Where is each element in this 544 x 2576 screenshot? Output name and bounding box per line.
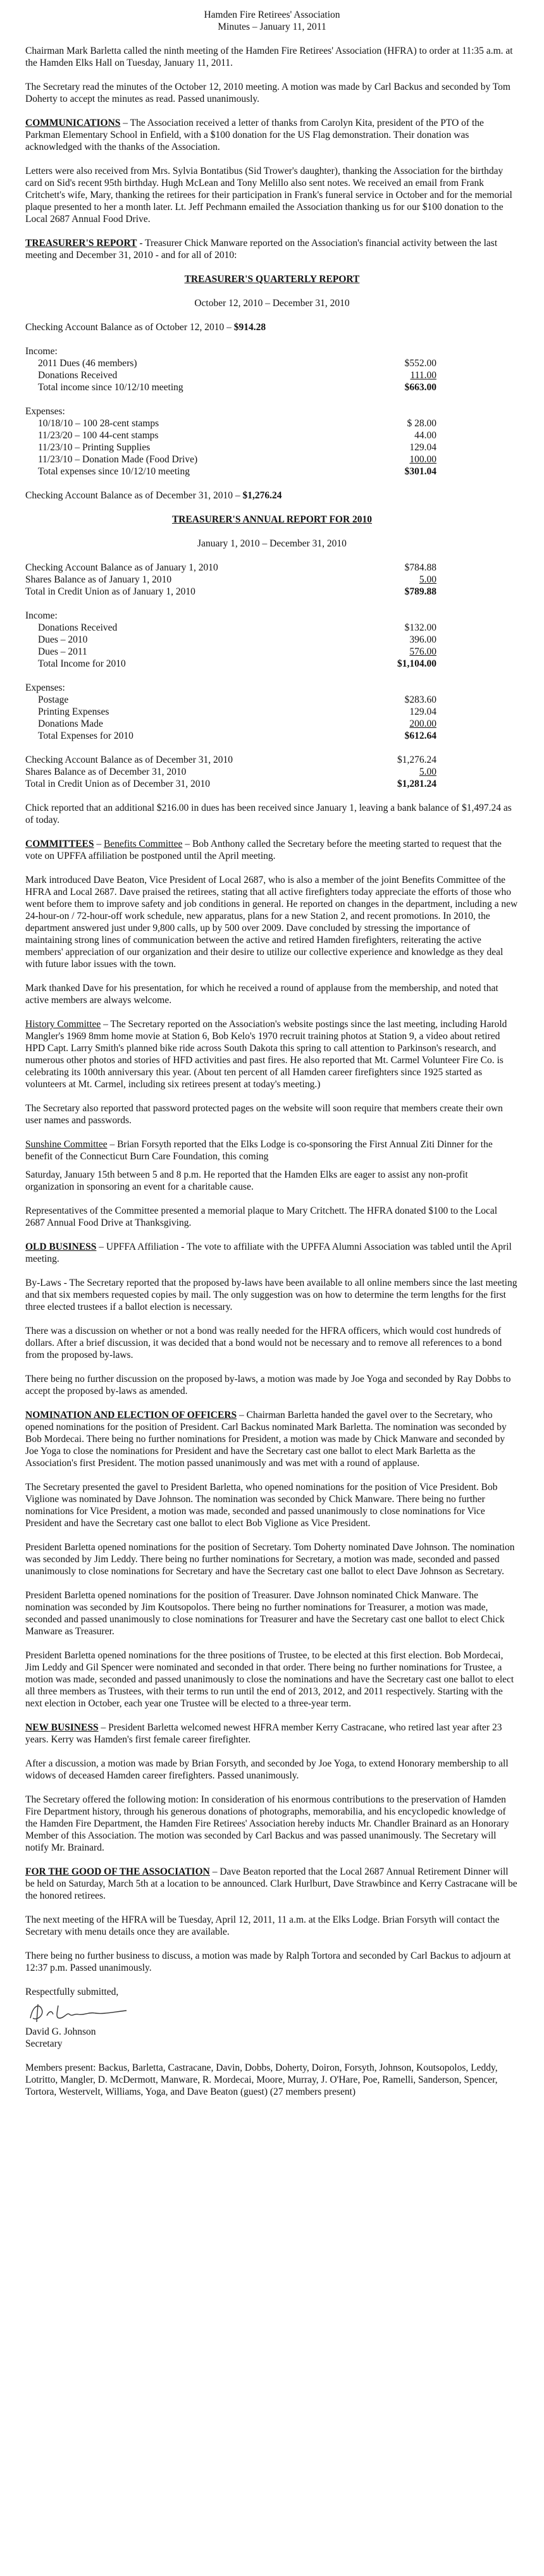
trustee-paragraph: President Barletta opened nominations for the three positions of Trustee, to be elected at this first election. Bob Mordecai, Jim Leddy and Gil Spencer were nominated and seconded in that order. There being no further nominations for Trustee, a motion was made, seconded and passed unanimously to close the nominations and have the Secretary cast one ballot to elect all three members as Trustees, with their terms to run until the end of 2013, 2012, and 2011 respectively. Starting with the next election in October, each year one Trustee will be elected to a three-year term. [25, 1650, 514, 1709]
old-business-text: – UPFFA Affiliation - The vote to affiliate with the UPFFA Alumni Association was tabled until the April meeting. [25, 1242, 512, 1264]
row-label: Donations Made [38, 718, 103, 729]
sunshine-paragraph [25, 1138, 519, 1162]
benefits-committee-text: – Bob Anthony called the Secretary before the meeting started to request that the vote on UPFFA affiliation be postponed until the April meeting. [25, 839, 502, 861]
row-label: Total in Credit Union as of January 1, 2010 [25, 586, 195, 597]
table-row [25, 754, 436, 766]
bylaws-motion-paragraph: There being no further discussion on the proposed by-laws, a motion was made by Joe Yoga and seconded by Ray Dobbs to accept the proposed by-laws as amended. [25, 1374, 511, 1396]
row-label: Shares Balance as of January 1, 2010 [25, 574, 172, 585]
quarterly-report-period: October 12, 2010 – December 31, 2010 [194, 298, 350, 309]
communications-text: – The Association received a letter of thanks from Carolyn Kita, president of the PTO of the Parkman Elementary School in Enfield, with a $100 donation for the US Flag demonstration. Their donation was acknowledged with the thanks of the Association. [25, 118, 484, 152]
sunshine-committee-label: Sunshine Committee [25, 1139, 108, 1150]
annual-report-title: TREASURER'S ANNUAL REPORT FOR 2010 [171, 514, 373, 525]
website-paragraph: The Secretary also reported that password protected pages on the website will soon require that members create their own user names and passwords. [25, 1103, 503, 1126]
row-value: 5.00 [419, 574, 436, 585]
row-label: Total income since 10/12/10 meeting [38, 382, 183, 393]
org-title: Hamden Fire Retirees' Association [204, 9, 340, 20]
secretary-name: David G. Johnson [25, 2026, 96, 2037]
treasurer-intro: - Treasurer Chick Manware reported on the Association's financial activity between the last meeting and December 31, 2010 - and for all of 2010: [25, 238, 498, 261]
row-label: Total Income for 2010 [38, 658, 126, 669]
annual-income-label: Income: [25, 610, 58, 621]
quarterly-report-title: TREASURER'S QUARTERLY REPORT [184, 274, 360, 285]
row-label: 10/18/10 – 100 28-cent stamps [38, 418, 159, 429]
beaton-paragraph: Mark introduced Dave Beaton, Vice President of Local 2687, who is also a member of the joint Benefits Committee of the HFRA and Local 2687. Dave praised the retirees, stating that all active firefighters today appreciate the efforts of those who went before them to improve safety and job conditions in general. He reported on changes in the department, including a new 24-hour-on / 72-hour-off work schedule, new apparatus, plans for a new Station 2, and recent promotions. In 2010, the department answered just under 9,800 calls, up by 500 over 2009. Dave concluded by stressing the importance of maintaining strong lines of communication between the active and retired Hamden firefighters, reiterating the active members' appreciation of our organization and their desire to utilize our collective experience and knowledge as they deal with future labor issues with the town. [25, 875, 518, 970]
table-row [25, 766, 436, 778]
table-row [25, 586, 436, 598]
history-paragraph [25, 1018, 519, 1090]
row-value: $ 28.00 [407, 418, 436, 429]
communications-heading: COMMUNICATIONS [25, 118, 121, 128]
row-label: Donations Received [38, 370, 118, 381]
row-label: Total Expenses for 2010 [38, 730, 133, 741]
row-label: Dues – 2011 [38, 646, 87, 657]
row-label: 2011 Dues (46 members) [38, 358, 137, 369]
quarterly-income-table [38, 357, 436, 393]
table-row [25, 562, 436, 574]
adjourn-paragraph: There being no further business to discuss, a motion was made by Ralph Tortora and seconded by Carl Backus to adjourn at 12:37 p.m. Passed unanimously. [25, 1950, 511, 1973]
row-value: $1,104.00 [397, 658, 436, 669]
closing-regards: Respectfully submitted, [25, 1987, 119, 1997]
plaque-paragraph: Representatives of the Committee presented a memorial plaque to Mary Critchett. The HFRA donated $100 to the Local 2687 Annual Food Drive at Thanksgiving. [25, 1205, 498, 1228]
table-row [25, 778, 436, 790]
row-value: $132.00 [404, 622, 436, 633]
row-value: 5.00 [419, 767, 436, 777]
table-row [25, 574, 436, 586]
row-label: Total expenses since 10/12/10 meeting [38, 466, 190, 477]
secretary-paragraph: President Barletta opened nominations for the position of Secretary. Tom Doherty nominated Dave Johnson. The nomination was seconded by Jim Leddy. There being no further nominations for Secretary, a motion was made, seconded and passed unanimously to close nominations for Secretary and have the Secretary cast one ballot to elect Dave Johnson as Secretary. [25, 1542, 515, 1577]
row-label: Total in Credit Union as of December 31, 2010 [25, 779, 211, 789]
quarterly-closing-balance [25, 490, 519, 502]
table-row [38, 441, 436, 453]
new-business-heading: NEW BUSINESS [25, 1722, 99, 1733]
history-committee-text: – The Secretary reported on the Association's website postings since the last meeting, including Harold Mangler's 1969 8mm home movie at Station 6, Bob Kelo's 1970 recruit training photos at Station 9, a video about retired HPD Capt. Larry Smith's planned bike ride across South Dakota this spring to call attention to Parkinson's research, and numerous other photos and stories of HFD activities and past fires. He also reported that Mt. Carmel Volunteer Fire Co. is celebrating its 100th anniversary this year. (About ten percent of all Hamden career firefighters since 1925 started as volunteers at Mt. Carmel, including six retirees present at today's meeting.) [25, 1019, 507, 1090]
bond-paragraph: There was a discussion on whether or not a bond was really needed for the HFRA officers, which would cost hundreds of dollars. After a brief discussion, it was decided that a bond would not be necessary and to remove all references to a bond from the proposed by-laws. [25, 1326, 502, 1360]
history-committee-label: History Committee [25, 1019, 101, 1030]
table-row [38, 417, 436, 429]
table-row [38, 357, 436, 369]
bylaws-paragraph: By-Laws - The Secretary reported that the proposed by-laws have been available to all online members since the last meeting and that six members requested copies by mail. The only suggestion was on how to determine the term lengths for the first three elected trustees if a ballot election is necessary. [25, 1278, 517, 1312]
table-row [38, 622, 436, 634]
table-row [38, 658, 436, 670]
row-label: Shares Balance as of December 31, 2010 [25, 767, 187, 777]
table-row [38, 694, 436, 706]
row-value: 100.00 [409, 454, 436, 465]
table-row [38, 453, 436, 465]
next-meeting-paragraph: The next meeting of the HFRA will be Tuesday, April 12, 2011, 11 a.m. at the Elks Lodge. Brian Forsyth will contact the Secretary with menu details once they are available. [25, 1914, 500, 1937]
committees-heading: COMMITTEES [25, 839, 94, 849]
applause-paragraph: Mark thanked Dave for his presentation, for which he received a round of applause from the membership, and noted that active members are always welcome. [25, 983, 498, 1006]
row-value: $301.04 [404, 466, 436, 477]
row-value: $663.00 [404, 382, 436, 393]
annual-expenses-table [38, 694, 436, 742]
table-row [38, 718, 436, 730]
table-row [38, 369, 436, 381]
treasurer-election-paragraph: President Barletta opened nominations for the position of Treasurer. Dave Johnson nominated Chick Manware. The nomination was seconded by Jim Koutsopolos. There being no further nominations for Treasurer, a motion was made, seconded and passed unanimously to close nominations for Treasurer and have the Secretary cast one ballot to elect Chick Manware as Treasurer. [25, 1590, 505, 1637]
quarterly-income-label: Income: [25, 346, 58, 357]
table-row [38, 381, 436, 393]
row-value: $789.88 [404, 586, 436, 597]
benefits-committee-label: Benefits Committee [104, 839, 183, 849]
nominations-paragraph [25, 1409, 519, 1469]
letters-paragraph: Letters were also received from Mrs. Sylvia Bontatibus (Sid Trower's daughter), thanking the Association for the birthday card on Sid's recent 95th birthday. Hugh McLean and Tony Melillo also sent notes. We received an email from Frank Critchett's wife, Mary, thanking the retirees for their participation in Frank's funeral service in October and for the memorial plaque presented to her a month later. Lt. Jeff Pechmann emailed the Association thanking us for our $100 donation to the Local 2687 Annual Food Drive. [25, 166, 512, 225]
committees-paragraph: COMMITTEES – Benefits Committee – Bob Anthony called the Secretary before the meeting started to request that the vote on UPFFA affiliation be postponed until the April meeting. [25, 839, 502, 861]
nominations-text: – Chairman Barletta handed the gavel over to the Secretary, who opened nominations for the position of President. Carl Backus nominated Mark Barletta. The nomination was seconded by Bob Mordecai. There being no further nominations for President, a motion was made by Chick Manware and seconded by Joe Yoga to close the nominations for President and have the Secretary cast one ballot to elect Mark Barletta as the Association's first President. The motion passed unanimously and was met with a round of applause. [25, 1410, 507, 1469]
annual-report-period: January 1, 2010 – December 31, 2010 [197, 538, 347, 549]
intro-paragraph: Chairman Mark Barletta called the ninth meeting of the Hamden Fire Retirees' Association (HFRA) to order at 11:35 a.m. at the Hamden Elks Hall on Tuesday, January 11, 2011. [25, 46, 513, 68]
old-business-heading: OLD BUSINESS [25, 1242, 97, 1252]
row-label: 11/23/20 – 100 44-cent stamps [38, 430, 159, 441]
row-value: 129.04 [409, 706, 436, 717]
row-label: Checking Account Balance as of January 1, 2010 [25, 562, 218, 573]
table-row [38, 429, 436, 441]
secretary-title: Secretary [25, 2038, 63, 2049]
row-value: $1,281.24 [397, 779, 436, 789]
row-label: 11/23/10 – Donation Made (Food Drive) [38, 454, 198, 465]
good-of-association-heading: FOR THE GOOD OF THE ASSOCIATION [25, 1866, 210, 1877]
row-value: $283.60 [404, 694, 436, 705]
row-value: $784.88 [404, 562, 436, 573]
quarterly-opening-value: $914.28 [233, 322, 266, 333]
table-row [38, 634, 436, 646]
row-value: 396.00 [409, 634, 436, 645]
row-value: 111.00 [410, 370, 436, 381]
sunshine-committee-text: – Brian Forsyth reported that the Elks Lodge is co-sponsoring the First Annual Ziti Dinner for the benefit of the Connecticut Burn Care Foundation, this coming [25, 1139, 493, 1162]
row-label: Printing Expenses [38, 706, 109, 717]
row-value: $612.64 [404, 730, 436, 741]
row-label: Donations Received [38, 622, 118, 633]
row-value: 576.00 [409, 646, 436, 657]
row-label: 11/23/10 – Printing Supplies [38, 442, 151, 453]
treasurer-heading: TREASURER'S REPORT [25, 238, 137, 249]
good-of-association-text: – Dave Beaton reported that the Local 2687 Annual Retirement Dinner will be held on Saturday, March 5th at a location to be announced. Clark Hurlburt, Dave Strawbince and Kerry Castracane will be the honored retirees. [25, 1866, 517, 1901]
row-label: Dues – 2010 [38, 634, 88, 645]
members-present-paragraph: Members present: Backus, Barletta, Castracane, Davin, Dobbs, Doherty, Doiron, Forsyth, Johnson, Koutsopolos, Leddy, Lotritto, Mangler, D. McDermott, Manware, R. Mordecai, Moore, Murray, J. O'Hare, Poe, Ramelli, Sanderson, Spencer, Tortora, Westervelt, Williams, Yoga, and Dave Beaton (guest) (27 members present) [25, 2062, 498, 2097]
vice-president-paragraph: The Secretary presented the gavel to President Barletta, who opened nominations for the position of Vice President. Bob Viglione was nominated by Dave Johnson. The nomination was seconded by Chick Manware. There being no further nominations for Vice President, a motion was made, seconded and passed unanimously to close nominations for Vice President and have the Secretary cast one ballot to elect Bob Viglione as Vice President. [25, 1482, 498, 1529]
dues-note-paragraph: Chick reported that an additional $216.00 in dues has been received since January 1, leaving a bank balance of $1,497.24 as of today. [25, 803, 512, 825]
table-row [38, 646, 436, 658]
minutes-approval-paragraph: The Secretary read the minutes of the October 12, 2010 meeting. A motion was made by Carl Backus and seconded by Tom Doherty to accept the minutes as read. Passed unanimously. [25, 82, 510, 104]
quarterly-opening-label: Checking Account Balance as of October 12, 2010 – [25, 322, 234, 333]
quarterly-opening-balance [25, 321, 519, 333]
nominations-heading: NOMINATION AND ELECTION OF OFFICERS [25, 1410, 237, 1420]
quarterly-closing-label: Checking Account Balance as of December 31, 2010 – [25, 490, 243, 501]
annual-income-table [38, 622, 436, 670]
new-business-text: – President Barletta welcomed newest HFRA member Kerry Castracane, who retired last year after 23 years. Kerry was Hamden's first female career firefighter. [25, 1722, 502, 1745]
quarterly-closing-value: $1,276.24 [242, 490, 282, 501]
row-value: 129.04 [409, 442, 436, 453]
row-value: 200.00 [409, 718, 436, 729]
quarterly-expenses-table [38, 417, 436, 478]
row-value: 44.00 [414, 430, 436, 441]
good-of-association-paragraph [25, 1866, 519, 1902]
communications-paragraph [25, 117, 519, 153]
minutes-date: Minutes – January 11, 2011 [218, 22, 326, 32]
annual-opening-table [25, 562, 436, 598]
treasurer-paragraph [25, 237, 519, 261]
table-row [38, 706, 436, 718]
honorary-widows-paragraph: After a discussion, a motion was made by Brian Forsyth, and seconded by Joe Yoga, to extend Honorary membership to all widows of deceased Hamden career firefighters. Passed unanimously. [25, 1758, 509, 1781]
table-row [38, 730, 436, 742]
row-value: $1,276.24 [397, 755, 436, 765]
signature-icon [25, 1999, 133, 2026]
quarterly-expenses-label: Expenses: [25, 406, 65, 417]
row-label: Postage [38, 694, 69, 705]
annual-expenses-label: Expenses: [25, 682, 65, 693]
table-row [38, 465, 436, 478]
row-value: $552.00 [404, 358, 436, 369]
old-business-paragraph [25, 1241, 519, 1265]
annual-closing-table [25, 754, 436, 790]
row-label: Checking Account Balance as of December 31, 2010 [25, 755, 233, 765]
ziti-dinner-paragraph: Saturday, January 15th between 5 and 8 p.m. He reported that the Hamden Elks are eager to assist any non-profit organization in sponsoring an event for a charitable cause. [25, 1169, 468, 1192]
new-business-paragraph [25, 1722, 519, 1746]
brainard-paragraph: The Secretary offered the following motion: In consideration of his enormous contributions to the preservation of Hamden Fire Department history, through his generous donations of photographs, memorabilia, and his encyclopedic knowledge of the Hamden Fire Department, the Hamden Fire Retirees' Association hereby inducts Mr. Chandler Brainard as an Honorary Member of this Association. The motion was seconded by Carl Backus and was passed unanimously. The Secretary will notify Mr. Brainard. [25, 1794, 509, 1853]
